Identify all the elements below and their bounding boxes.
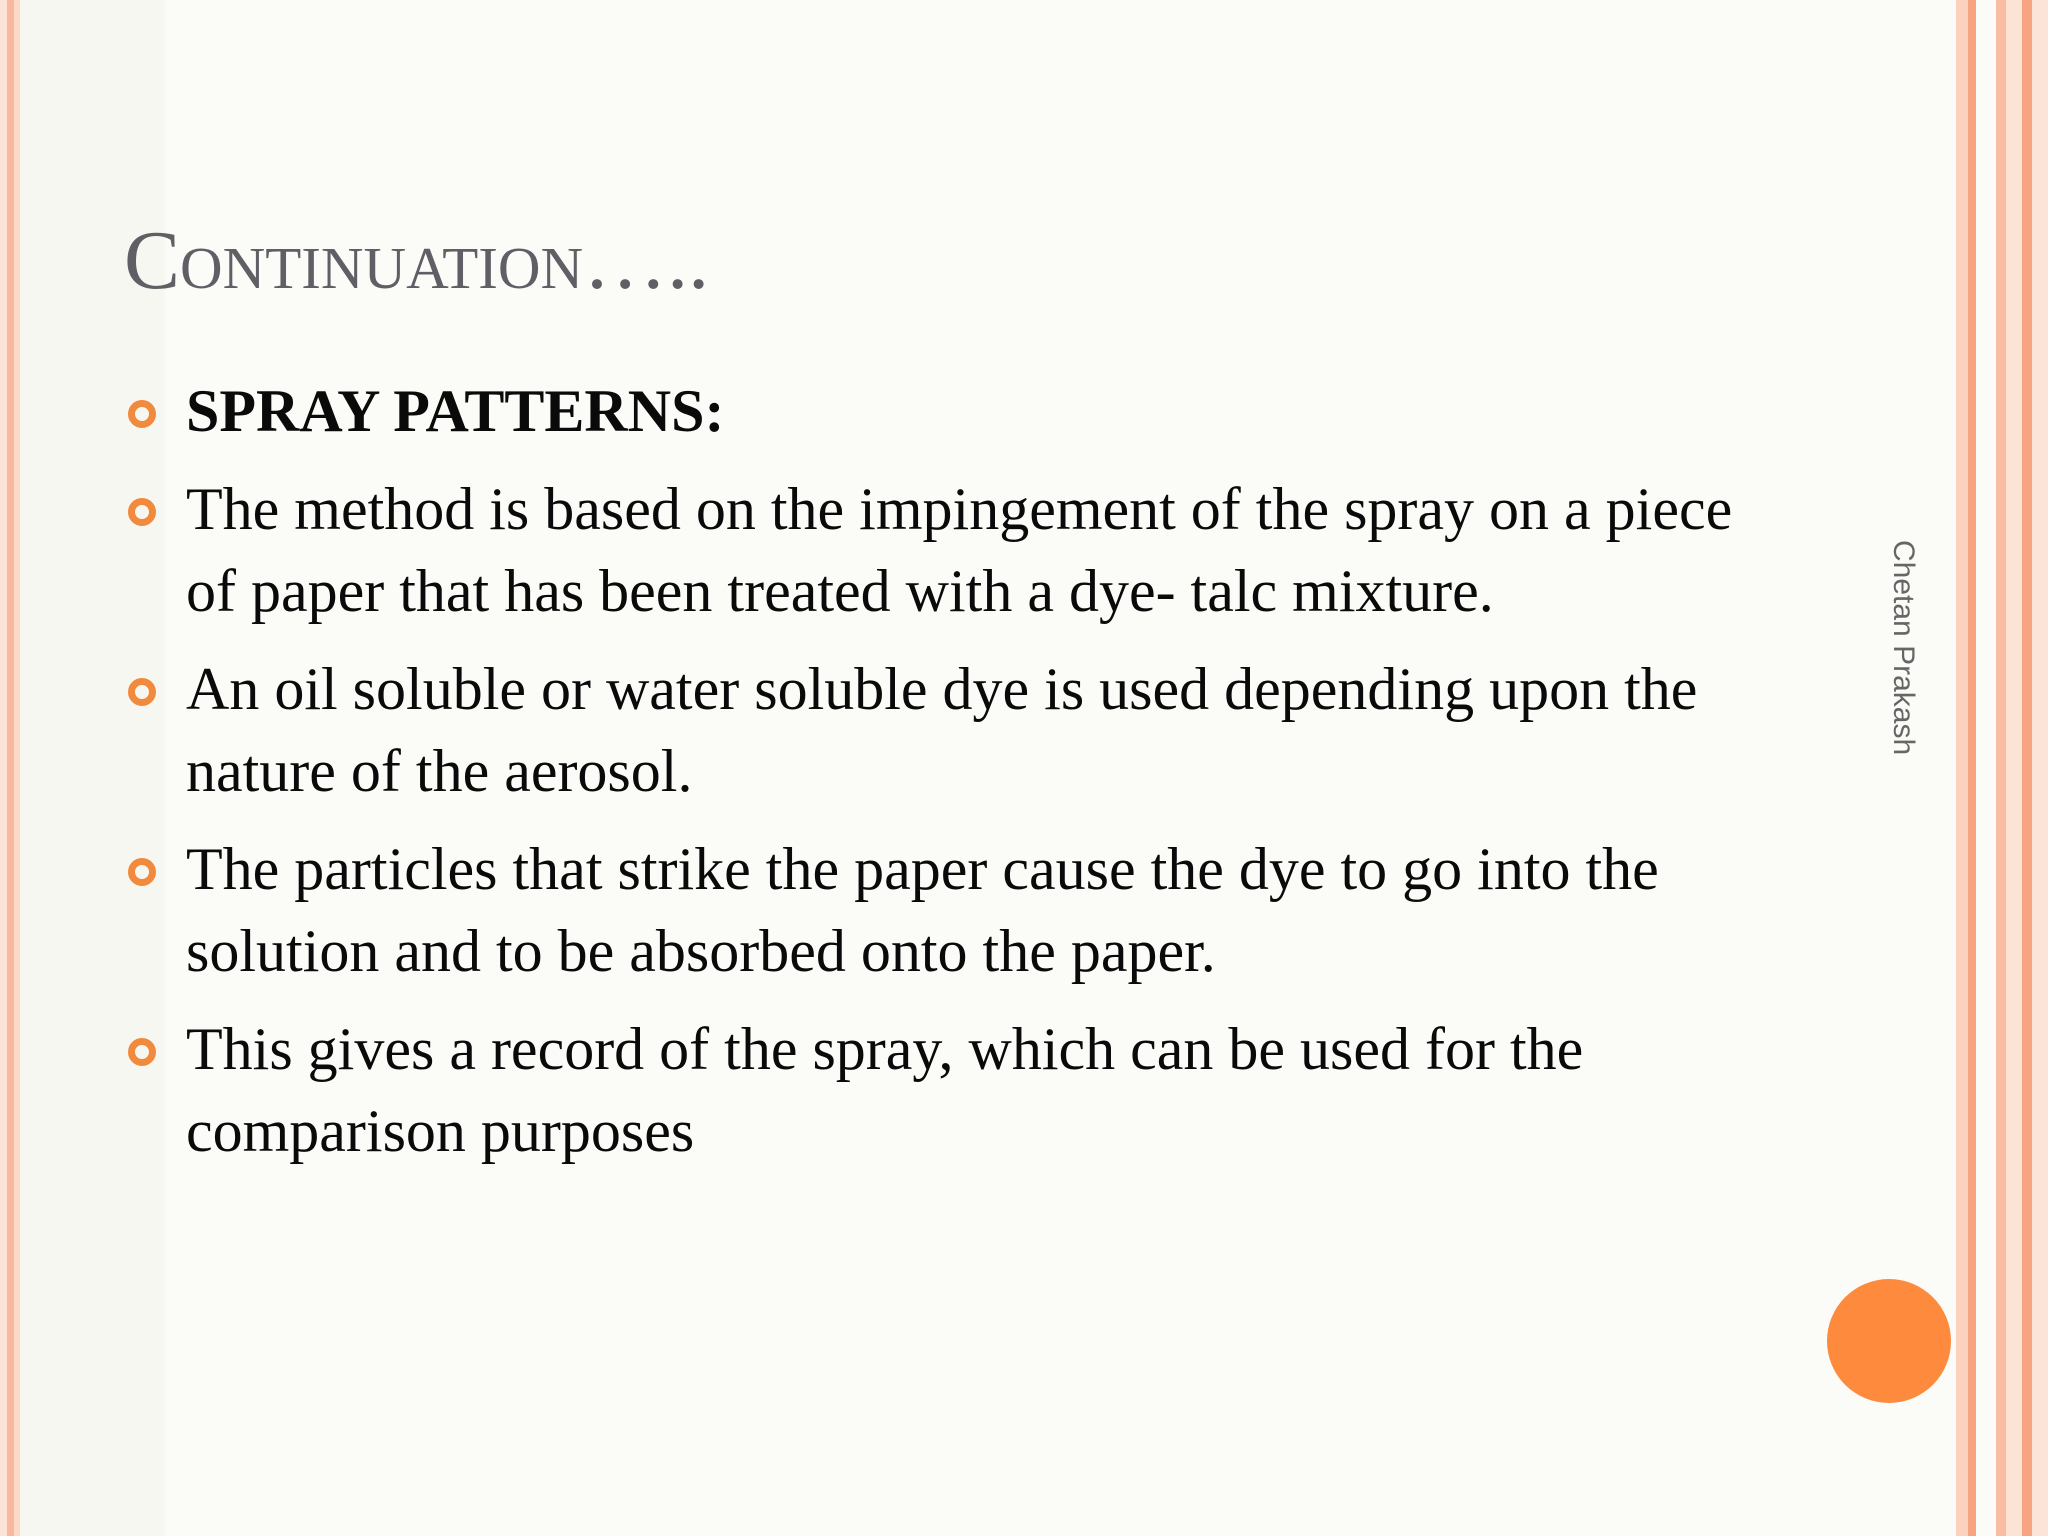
- left-border-stripe: [7, 0, 14, 1536]
- right-border-stripe: [1996, 0, 2006, 1536]
- bullet-item: [124, 370, 1764, 452]
- hollow-circle-bullet-icon: [128, 678, 156, 706]
- bullet-text: An oil soluble or water soluble dye is used depending upon the nature of the aerosol.: [186, 656, 1698, 804]
- bullet-list: [124, 370, 1764, 1188]
- right-border-stripe: [1968, 0, 1976, 1536]
- hollow-circle-bullet-icon: [128, 498, 156, 526]
- bullet-item: [124, 1008, 1764, 1172]
- left-border-stripe: [0, 0, 7, 1536]
- bullet-text: The method is based on the impingement of the spray on a piece of paper that has been treated with a dye- talc mixture.: [186, 476, 1733, 624]
- right-border-stripe: [1976, 0, 1996, 1536]
- hollow-circle-bullet-icon: [128, 858, 156, 886]
- right-border-stripe: [2006, 0, 2022, 1536]
- right-border-stripe: [2032, 0, 2048, 1536]
- orange-circle-decoration: [1827, 1279, 1951, 1403]
- slide-title: Continuation…..: [124, 214, 710, 307]
- hollow-circle-bullet-icon: [128, 400, 156, 428]
- right-border-stripe: [2022, 0, 2032, 1536]
- bullet-text: This gives a record of the spray, which can be used for the comparison purposes: [186, 1016, 1584, 1164]
- bullet-item: [124, 468, 1764, 632]
- right-border-stripe: [1956, 0, 1968, 1536]
- bullet-text: The particles that strike the paper cause the dye to go into the solution and to be absorbed onto the paper.: [186, 836, 1659, 984]
- bullet-heading: SPRAY PATTERNS:: [186, 378, 725, 444]
- bullet-item: [124, 828, 1764, 992]
- author-label: Chetan Prakash: [1887, 540, 1920, 756]
- hollow-circle-bullet-icon: [128, 1038, 156, 1066]
- bullet-item: [124, 648, 1764, 812]
